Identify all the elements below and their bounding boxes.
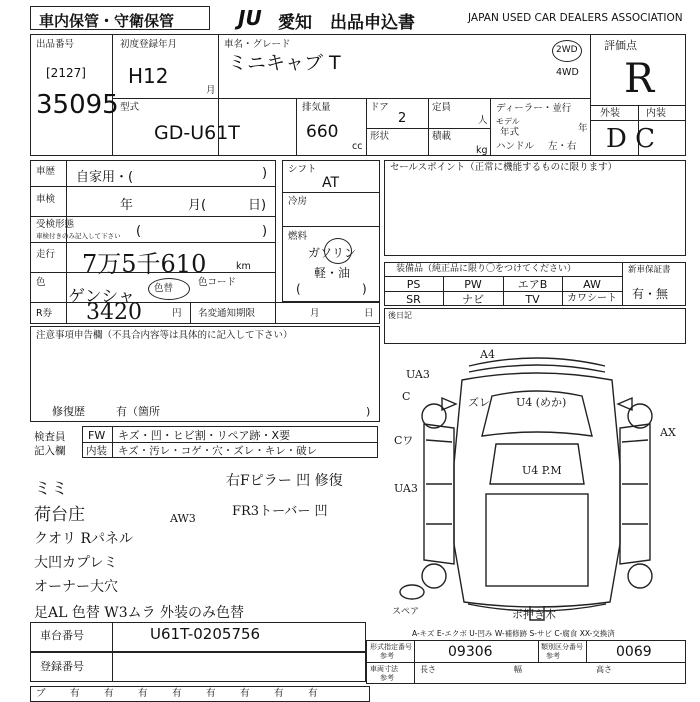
color-code-label: 色コード (198, 277, 237, 288)
hand-note-2: 荷台庄 (34, 505, 85, 525)
history-value: 自家用・( (76, 170, 134, 185)
receipt-close: ) (262, 224, 268, 239)
chassis-label: 車台番号 (40, 629, 84, 642)
inspector-label: 検査員 (34, 431, 66, 443)
mileage-unit: km (236, 261, 251, 272)
diag-fuzo: ポ押き木 (512, 608, 556, 621)
mileage-label: 走行 (36, 249, 56, 260)
load-label: 積載 (432, 131, 452, 142)
rear-note-label: 後日記 (388, 311, 412, 320)
top-block (30, 34, 686, 156)
hand-note-1: ミミ (34, 479, 68, 499)
bottom-6: 有 (240, 688, 250, 699)
bottom-7: 有 (274, 688, 284, 699)
grade-value: R (624, 56, 655, 102)
manual-value: 有・無 (632, 287, 669, 301)
ac-label: 冷房 (288, 196, 308, 207)
repair-value: 有（箇所 (116, 405, 160, 418)
lot-number: 35095 (36, 90, 119, 120)
car-name-label: 車名・グレード (224, 39, 291, 50)
notice-label: 名変通知期限 (198, 308, 256, 319)
equip-navi: ナビ (462, 293, 484, 306)
equip-seat: カワシート (567, 293, 617, 304)
equip-tv: TV (525, 293, 540, 306)
form-model-value: 09306 (448, 644, 493, 660)
interior-label: 内装 (86, 445, 107, 457)
bottom-8: 有 (308, 688, 318, 699)
4wd-label: 4WD (556, 67, 579, 78)
doors-value: 2 (398, 111, 407, 126)
reg-no-label: 登録番号 (40, 660, 84, 673)
equip-ps: PS (406, 278, 421, 291)
reg-year-label: 初度登録年月 (120, 39, 178, 50)
form-model-ref: 参考 (380, 652, 394, 660)
history-close: ) (262, 166, 268, 181)
notice-month: 月 (310, 308, 320, 319)
hand-note-5: オーナー大穴 (34, 579, 118, 595)
hand-note-9: AW3 (170, 512, 196, 525)
displacement-unit: cc (352, 141, 363, 152)
org-name: 愛知 (278, 13, 312, 33)
dims-len: 長さ (420, 665, 436, 674)
dealer-year-unit: 年 (578, 123, 588, 134)
fuel-open: ( (296, 282, 301, 296)
receipt-label: 受検形態 (36, 219, 75, 230)
diag-c: C (402, 390, 411, 403)
car-diagram (384, 344, 690, 626)
lot-bracket: [2127] (46, 66, 86, 80)
mileage-value: 7万5千610 (82, 250, 207, 278)
color-change-circle (148, 278, 190, 300)
model-value: GD-U61T (154, 122, 240, 144)
notes-label: 注意事項申告欄（不具合内容等は具体的に記入して下さい） (36, 330, 293, 341)
equip-aw: AW (583, 278, 601, 291)
bottom-5: 有 (206, 688, 216, 699)
repair-label: 修復歴 (52, 405, 85, 418)
diag-ua3b: UA3 (394, 482, 418, 495)
2wd-label: 2WD (556, 45, 578, 55)
ext-int-value: D C (606, 124, 656, 154)
inspection-day: 日) (248, 198, 267, 213)
diag-u4c: U4 P.M (522, 464, 562, 477)
sales-point-label: セールスポイント（正常に機能するものに限ります） (390, 162, 618, 173)
notice-day: 日 (364, 308, 374, 319)
dealer-year: 年式 (500, 127, 520, 138)
assoc-name: JAPAN USED CAR DEALERS ASSOCIATION (468, 12, 683, 24)
recycle-label: R券 (36, 308, 53, 319)
bottom-4: 有 (172, 688, 182, 699)
inspection-month: 月( (188, 198, 207, 213)
repair-close: ) (366, 405, 371, 418)
ext-label: 外装 (600, 108, 620, 119)
rear-note-block (384, 308, 686, 344)
dims-label: 車両寸法 (370, 665, 398, 673)
receipt-open: ( (136, 224, 142, 239)
color-value: ゲンシャ (68, 287, 135, 307)
class-value: 0069 (616, 644, 652, 660)
dealer-model: モデル (496, 117, 520, 126)
diag-cw: Cワ (394, 434, 414, 447)
interior-text: キズ・汚レ・コゲ・穴・ズレ・キレ・破レ (118, 445, 318, 457)
color-label: 色 (36, 277, 46, 288)
history-label: 車歴 (36, 166, 56, 177)
color-change: 色替 (154, 283, 174, 294)
bottom-3: 有 (138, 688, 148, 699)
recycle-unit: 円 (172, 308, 182, 319)
dealer-row1: ディーラー・並行 (496, 103, 572, 114)
diag-ua3: UA3 (406, 368, 430, 381)
damage-legend: A-キズ E-エクボ U-凹み W-補修跡 S-サビ C-腐食 XX-交換済 (412, 629, 615, 638)
chassis-value: U61T-0205756 (150, 625, 261, 643)
dealer-handle: ハンドル (496, 141, 535, 152)
bottom-0: ブ (36, 688, 46, 699)
hand-note-8: FR3トーバー 凹 (232, 504, 328, 519)
equip-airbag: エアB (517, 278, 548, 291)
storage-tag-text: 車内保管・守衛保管 (39, 12, 175, 30)
lot-label: 出品番号 (36, 39, 75, 50)
shift-label: シフト (288, 164, 317, 175)
capacity-label: 定員 (432, 102, 452, 113)
class-label: 類別区分番号 (541, 643, 583, 651)
fuel-diesel: 軽・油 (314, 266, 351, 280)
hand-note-4: 大凹カプレミ (34, 555, 118, 571)
fw-label: FW (88, 429, 106, 442)
shift-value: AT (322, 175, 340, 191)
recycle-value: 3420 (86, 300, 142, 325)
grade-label: 評価点 (604, 39, 637, 52)
equip-pw: PW (464, 278, 482, 291)
inspection-label: 車検 (36, 194, 56, 205)
car-name-value: ミニキャブ T (228, 52, 341, 74)
bottom-2: 有 (104, 688, 114, 699)
diag-a4: A4 (480, 348, 495, 361)
diag-u4m: U4 (めか) (516, 396, 567, 409)
displacement-label: 排気量 (302, 102, 331, 113)
diag-zure: ズレ (468, 396, 490, 409)
fuel-circle (324, 238, 352, 264)
reg-year-value: H12 (128, 64, 169, 88)
form-title: 出品申込書 (330, 13, 415, 33)
int-label: 内装 (646, 108, 666, 119)
storage-tag (30, 6, 210, 30)
fuel-label: 燃料 (288, 231, 308, 242)
bottom-1: 有 (70, 688, 80, 699)
hand-note-3: クオリ Rパネル (34, 531, 133, 547)
doors-label: ドア (370, 102, 389, 113)
sales-point-block (384, 160, 686, 256)
diag-ax: AX (660, 426, 676, 439)
capacity-unit: 人 (478, 115, 488, 126)
inspector-label2: 記入欄 (34, 445, 66, 457)
equipment-label: 装備品（純正品に限り〇をつけてください） (396, 264, 577, 274)
receipt-note: 車検付きのみ記入して下さい (36, 232, 121, 240)
manual-label: 新車保証書 (628, 265, 671, 275)
class-ref: 参考 (546, 652, 560, 660)
fuel-gasoline: ガソリン (308, 246, 357, 260)
dims-wid: 幅 (514, 665, 522, 674)
reg-month-unit: 月 (206, 85, 216, 96)
fw-text: キズ・凹・ヒビ割・リペア跡・X要 (118, 429, 291, 442)
equip-sr: SR (406, 293, 421, 306)
dealer-handle-opts: 左・右 (548, 141, 577, 152)
hand-note-7: 右Fピラー 凹 修復 (226, 473, 343, 489)
inspection-year: 年 (120, 198, 134, 213)
load-unit: kg (476, 145, 488, 156)
dims-hgt: 高さ (596, 665, 612, 674)
ju-logo: JU (238, 6, 262, 30)
shape-label: 形状 (370, 131, 390, 142)
form-model-label: 形式指定番号 (370, 643, 412, 651)
diag-spare: スペア (392, 607, 420, 617)
displacement-value: 660 (306, 122, 339, 142)
dims-ref: 参考 (380, 674, 394, 682)
hand-note-6: 足AL 色替 W3ムラ 外装のみ色替 (34, 605, 245, 621)
fuel-close: ) (362, 282, 367, 296)
model-label: 型式 (120, 102, 140, 113)
